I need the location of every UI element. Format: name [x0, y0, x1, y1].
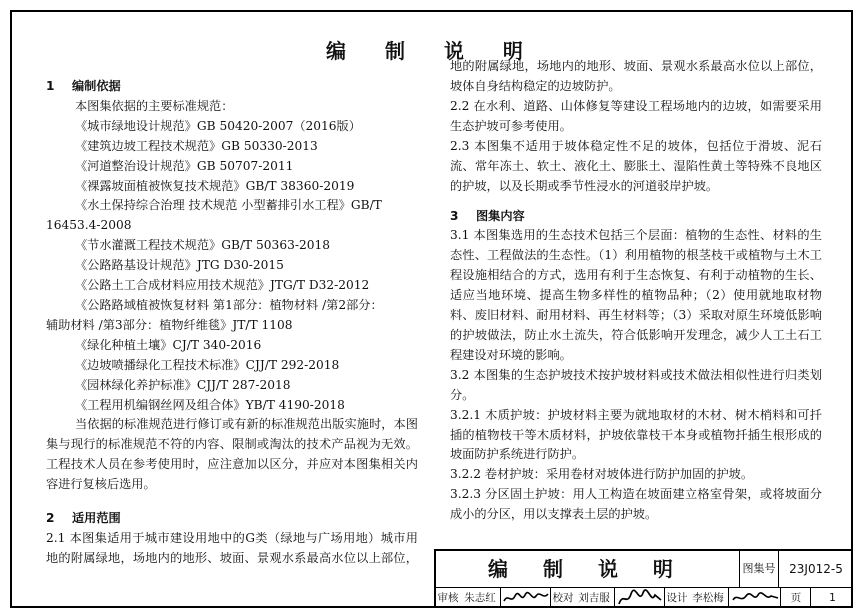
standards-note: 当依据的标准规范进行修订或有新的标准规范出版实施时，本图集与现行的标准规范不符的内容、限制或淘汰的技术产品视为无效。工程技术人员在参考使用时，应注意加以区分，并应对本图集相关内容进行复核后选用。: [46, 417, 418, 492]
design-signature: [728, 588, 781, 608]
title-block-top-row: [436, 551, 853, 588]
paragraph-2-1: 2.1 本图集适用于城市建设用地中的G类（绿地与广场用地）城市用地的附属绿地，场地内的地形、坡面、景观水系最高水位以上部位，: [46, 530, 418, 565]
paragraph-3-2: 3.2 本图集的生态护坡技术按护坡材料或技术做法相似性进行归类划分。: [450, 367, 822, 402]
standard-item: 《节水灌溉工程技术规范》GB/T 50363-2018: [75, 238, 330, 253]
standards-intro: 本图集依据的主要标准规范：: [75, 98, 234, 113]
section-3-heading: [450, 207, 822, 227]
paragraph-3-2-1: 3.2.1 木质护坡：护坡材料主要为就地取材的木材、树木梢料和可扦插的植物枝干等木质材料，护坡依靠枝干本身或植物扦插生根形成的坡面防护系统进行防护。: [450, 407, 822, 462]
design-label: 设计: [664, 588, 689, 608]
section-2-title: 适用范围: [72, 511, 121, 526]
right-column: [450, 58, 822, 525]
review-label: 审核: [437, 592, 459, 604]
standard-item: 《公路路域植被恢复材料 第1部分：植物材料 /第2部分：: [75, 297, 383, 312]
standard-item: 《河道整治设计规范》GB 50707-2011: [75, 158, 294, 173]
check-signature: [614, 588, 665, 608]
standard-item: 《建筑边坡工程技术规范》GB 50330-2013: [75, 138, 318, 153]
standard-item: 《水土保持综合治理 技术规范 小型蓄排引水工程》GB/T: [75, 198, 382, 213]
design-name: 李松梅: [692, 592, 724, 604]
design-signature-scribble: [729, 588, 781, 608]
section-2-number: 2: [46, 511, 55, 526]
section-1-title: 编制依据: [72, 79, 121, 93]
title-block-name: 编 制 说 明: [436, 551, 740, 587]
atlas-number-label: 图集号: [740, 551, 779, 587]
standard-item: 《边坡喷播绿化工程技术标准》CJJ/T 292-2018: [75, 357, 340, 372]
standard-item: 《工程用机编钢丝网及组合体》YB/T 4190-2018: [75, 397, 345, 412]
page-title: 编 制 说 明: [326, 39, 539, 63]
standard-item-continued: 16453.4-2008: [46, 218, 132, 233]
section-3-number: 3: [450, 208, 459, 223]
check-name: 刘吉服: [578, 592, 610, 604]
page-number: 1: [810, 588, 854, 608]
paragraph-3-2-2: 3.2.2 卷材护坡：采用卷材对坡体进行防护加固的护坡。: [450, 467, 754, 482]
section-2-heading: [46, 509, 418, 529]
paragraph-2-3: 2.3 本图集不适用于坡体稳定性不足的坡体，包括位于滑坡、泥石流、常年冻土、软土、液化土、膨胀土、湿陷性黄土等特殊不良地区的护坡，以及长期或季节性浸水的河道驳岸护坡。: [450, 138, 822, 193]
title-block: [434, 549, 853, 608]
standard-item: 《城市绿地设计规范》GB 50420-2007（2016版）: [75, 118, 361, 133]
standard-item: 《公路路基设计规范》JTG D30-2015: [75, 258, 284, 273]
page-label: 页: [780, 588, 811, 608]
section-3-title: 图集内容: [476, 208, 525, 223]
check-signature-scribble: [615, 588, 665, 608]
check-label: 校对: [550, 588, 575, 608]
standard-item: 《裸露坡面植被恢复技术规范》GB/T 38360-2019: [75, 178, 355, 193]
review-name: 朱志红: [464, 592, 496, 604]
paragraph-2-1-continued: [450, 57, 822, 97]
standard-item: 《绿化种植土壤》CJ/T 340-2016: [75, 337, 262, 352]
atlas-number-value: 23J012-5: [789, 562, 843, 576]
standard-item-continued: 辅助材料 /第3部分：植物纤维毯》JT/T 1108: [46, 317, 293, 332]
title-block-signature-row: [436, 588, 853, 608]
left-column: [46, 77, 418, 569]
paragraph-3-2-3: 3.2.3 分区固土护坡：用人工构造在坡面建立格室骨架，或将坡面分成小的分区，用以支撑表土层的护坡。: [450, 487, 822, 522]
section-1-number: 1: [46, 79, 55, 93]
standard-item: 《园林绿化养护标准》CJJ/T 287-2018: [75, 377, 291, 392]
standard-item: 《公路土工合成材料应用技术规范》JTG/T D32-2012: [75, 278, 370, 293]
paragraph-2-1-tail: 地的附属绿地，场地内的地形、坡面、景观水系最高水位以上部位，坡体自身结构稳定的边坡防护。: [450, 58, 822, 93]
paragraph-3-1: 3.1 本图集选用的生态技术包括三个层面：植物的生态性、材料的生态性、工程做法的生态性。（1）利用植物的根茎枝干或植物与土木工程设施相结合的方式，选用有利于生态恢复、有利于动植物的生长、适应当地环境、提高生物多样性的植物品种；（2）使用就地取材物料、废旧材料、耐用材料、再生材料等；（3）采取对原生环境低影响的护坡做法，防止水土流失，符合低影响开发理念，减少人工土石工程建设对环境的影响。: [450, 228, 822, 362]
section-1-heading: [46, 77, 418, 97]
review-signature-scribble: [501, 588, 551, 608]
review-signature: [500, 588, 551, 608]
paragraph-2-2: 2.2 在水利、道路、山体修复等建设工程场地内的边坡，如需要采用生态护坡可参考使用。: [450, 99, 822, 133]
